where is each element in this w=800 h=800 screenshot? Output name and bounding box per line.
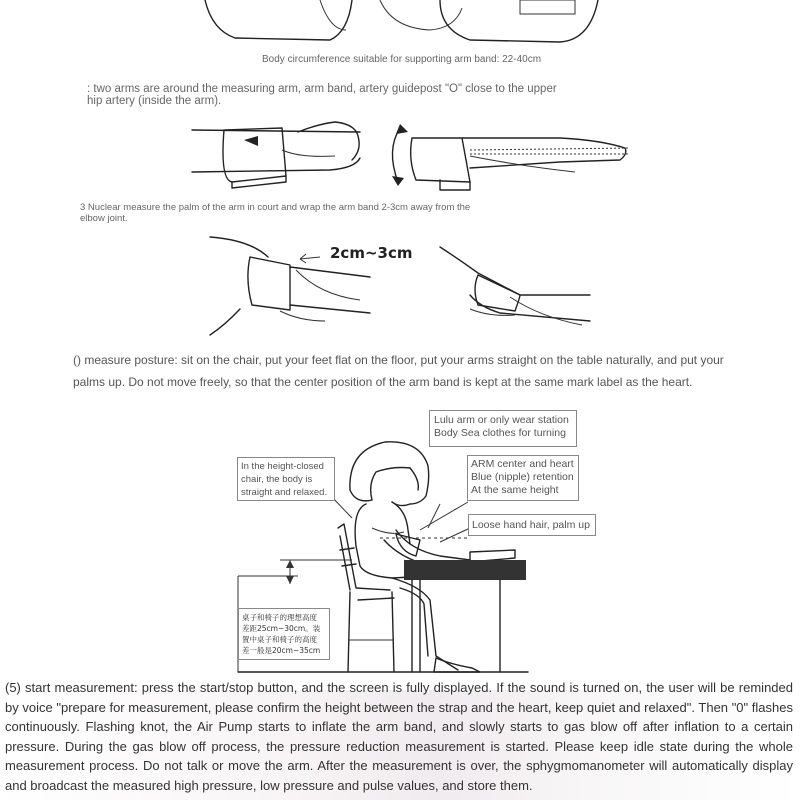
posture-text-line2: palms up. Do not move freely, so that the center position of the arm band is kept at the same mark label as the heart. [73, 375, 693, 389]
callout-arm-wear [429, 410, 577, 447]
distance-label: 2cm~3cm [330, 244, 413, 262]
step2-text-line2: hip artery (inside the arm). [87, 95, 222, 107]
callout-heart-level [467, 455, 579, 501]
callout-arm-wear-line1: Lulu arm or only wear station [434, 414, 569, 426]
circumference-caption: Body circumference suitable for supporting arm band: 22-40cm [262, 54, 542, 65]
step2-text-line1: : two arms are around the measuring arm, arm band, artery guidepost "O" close to the upper [87, 83, 557, 95]
table-height-line1: 桌子和椅子的理想高度 [242, 613, 317, 622]
callout-table-height [238, 608, 330, 660]
step3-text-line1: 3 Nuclear measure the palm of the arm in court and wrap the arm band 2-3cm away from the [80, 202, 471, 213]
callout-chair-line3: straight and relaxed. [241, 487, 328, 498]
callout-hand-line1: Loose hand hair, palm up [472, 519, 590, 531]
callout-chair-line2: chair, the body is [241, 474, 313, 485]
table-height-line3: 置中桌子和椅子的高度 [242, 635, 317, 644]
callout-chair [237, 457, 335, 501]
seated-posture-illustration [0, 400, 800, 690]
posture-text-line1: () measure posture: sit on the chair, put your feet flat on the floor, put your arms straight on the table naturally, and put your [73, 353, 724, 367]
callout-chair-line1: In the height-closed [241, 461, 324, 472]
table-height-line4: 差一般是20cm~35cm [242, 646, 321, 655]
callout-heart-line2: Blue (nipple) retention [471, 471, 574, 483]
callout-heart-line1: ARM center and heart [471, 458, 574, 470]
device-illustration [0, 0, 800, 50]
elbow-distance-illustration [0, 225, 800, 345]
measurement-paragraph: (5) start measurement: press the start/stop button, and the screen is fully displayed. If the sound is turned on, the user will be reminded by voice "prepare for measurement, please confirm the height between the strap and the heart, keep quiet and relaxed". Then "0" flashes continuously. Flashing knot, the Air Pump starts to inflate the arm band, and slowly starts to gas blow off after inflation to a certain pressure. During the gas blow off process, the pressure reduction measurement is started. Please keep idle state during the whole measurement process. Do not talk or move the arm. After the measurement is over, the sphygmomanometer will automatically display and broadcast the measured high pressure, low pressure and pulse values, and store them. [5, 680, 793, 793]
callout-arm-wear-line2: Body Sea clothes for turning [434, 427, 566, 439]
table-height-line2: 差距25cm~30cm。装 [242, 624, 321, 633]
step3-text-line2: elbow joint. [80, 213, 128, 224]
callout-hand [468, 514, 596, 536]
arm-band-wrap-illustration [0, 110, 800, 200]
callout-heart-line3: At the same height [471, 484, 559, 496]
